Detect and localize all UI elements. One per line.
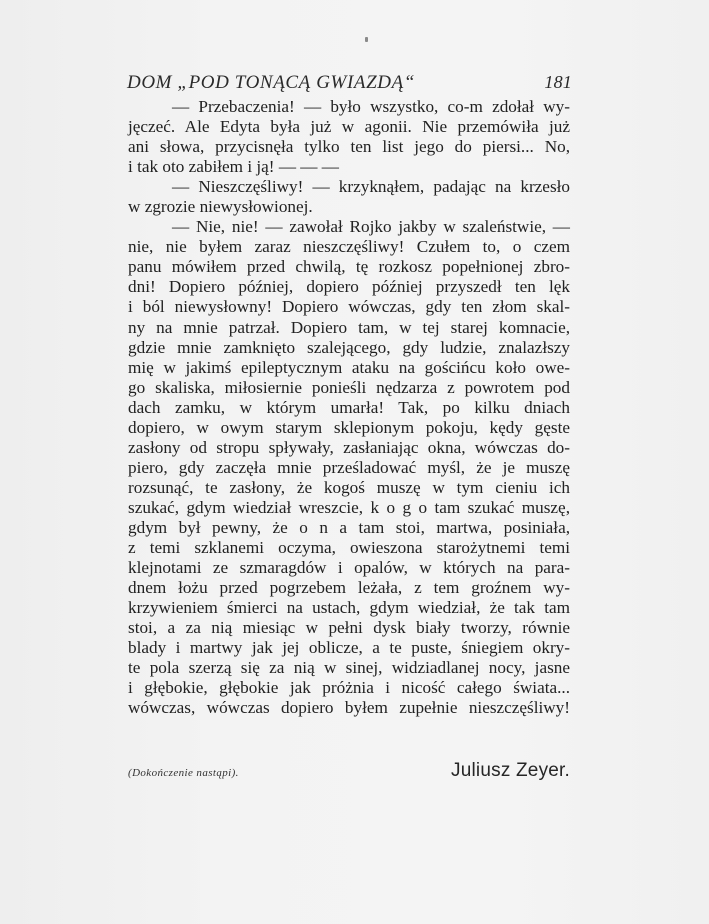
text-line: ny na mnie patrzał. Dopiero tam, w tej starej komnacie,	[128, 317, 570, 337]
text-line: piero, gdy zaczęła mnie prześladować myśl, że je muszę	[128, 457, 570, 477]
text-line: z temi szklanemi oczyma, owieszona starożytnemi temi	[128, 538, 570, 558]
text-line: go skaliska, miłosiernie ponieśli nędzarza z powrotem pod	[128, 377, 570, 397]
text-line: klejnotami ze szmaragdów i opalów, w których na para-	[128, 558, 570, 578]
text-line: dnem łożu przed pogrzebem leżała, z tem groźnem wy-	[128, 578, 570, 598]
text-line: szukać, gdym wiedział wreszcie, k o g o tam szukać muszę,	[128, 497, 570, 517]
author-signature: Juliusz Zeyer.	[451, 760, 570, 781]
text-line: — Nieszczęśliwy! — krzyknąłem, padając na krzesło	[172, 177, 570, 197]
text-line: zasłony od stropu spływały, zasłaniając okna, wówczas do-	[128, 437, 570, 457]
text-line: jęczeć. Ale Edyta była już w agonii. Nie przemówiła już	[128, 117, 570, 137]
text-line: i ból niewysłowny! Dopiero wówczas, gdy ten złom skal-	[128, 297, 570, 317]
text-line: dopiero, w owym starym sklepionym pokoju, kędy gęste	[128, 417, 570, 437]
page-number: 181	[544, 72, 572, 92]
text-line: i tak oto zabiłem i ją! — — —	[128, 157, 339, 177]
text-line: blady i martwy jak jej oblicze, a te puste, śniegiem okry-	[128, 638, 570, 658]
text-line: krzywieniem śmierci na ustach, gdym wiedział, że tak tam	[128, 598, 570, 618]
text-line: gdzie mnie zamknięto szalejącego, gdy ludzie, znalazłszy	[128, 337, 570, 357]
text-line: dach zamku, w którym umarła! Tak, po kilku dniach	[128, 397, 570, 417]
running-header	[127, 72, 572, 96]
continuation-note: (Dokończenie nastąpi).	[128, 767, 239, 779]
text-line: mię w jakimś epileptycznym ataku na gościńcu koło owe-	[128, 357, 570, 377]
text-line: stoi, a za nią miesiąc w pełni dysk biały tworzy, równie	[128, 618, 570, 638]
text-line: dni! Dopiero później, dopiero później przyszedł ten lęk	[128, 277, 570, 297]
text-line: w zgrozie niewysłowionej.	[128, 197, 313, 217]
text-line: nie, nie byłem zaraz nieszczęśliwy! Czułem to, o czem	[128, 237, 570, 257]
print-speck	[365, 37, 368, 42]
text-line: i głębokie, głębokie jak próżnia i nicość całego świata...	[128, 678, 570, 698]
chapter-title: DOM „POD TONĄCĄ GWIAZDĄ“	[127, 72, 415, 93]
text-line: wówczas, wówczas dopiero byłem zupełnie nieszczęśliwy!	[128, 698, 570, 718]
text-line: te pola szerzą się za nią w sinej, widziadlanej nocy, jasne	[128, 658, 570, 678]
text-line: — Przebaczenia! — było wszystko, co-m zdołał wy-	[172, 97, 570, 116]
text-line: panu mówiłem przed chwilą, tę rozkosz popełnionej zbro-	[128, 257, 570, 277]
text-line: ani słowa, przycisnęła tylko ten list jego do piersi... No,	[128, 137, 570, 157]
text-line: — Nie, nie! — zawołał Rojko jakby w szaleństwie, —	[172, 217, 570, 237]
body-text	[128, 97, 570, 718]
text-line: gdym był pewny, że o n a tam stoi, martwa, posiniała,	[128, 517, 570, 537]
text-line: rozsunąć, te zasłony, że kogoś muszę w tym cieniu ich	[128, 477, 570, 497]
page-footer	[128, 760, 570, 782]
